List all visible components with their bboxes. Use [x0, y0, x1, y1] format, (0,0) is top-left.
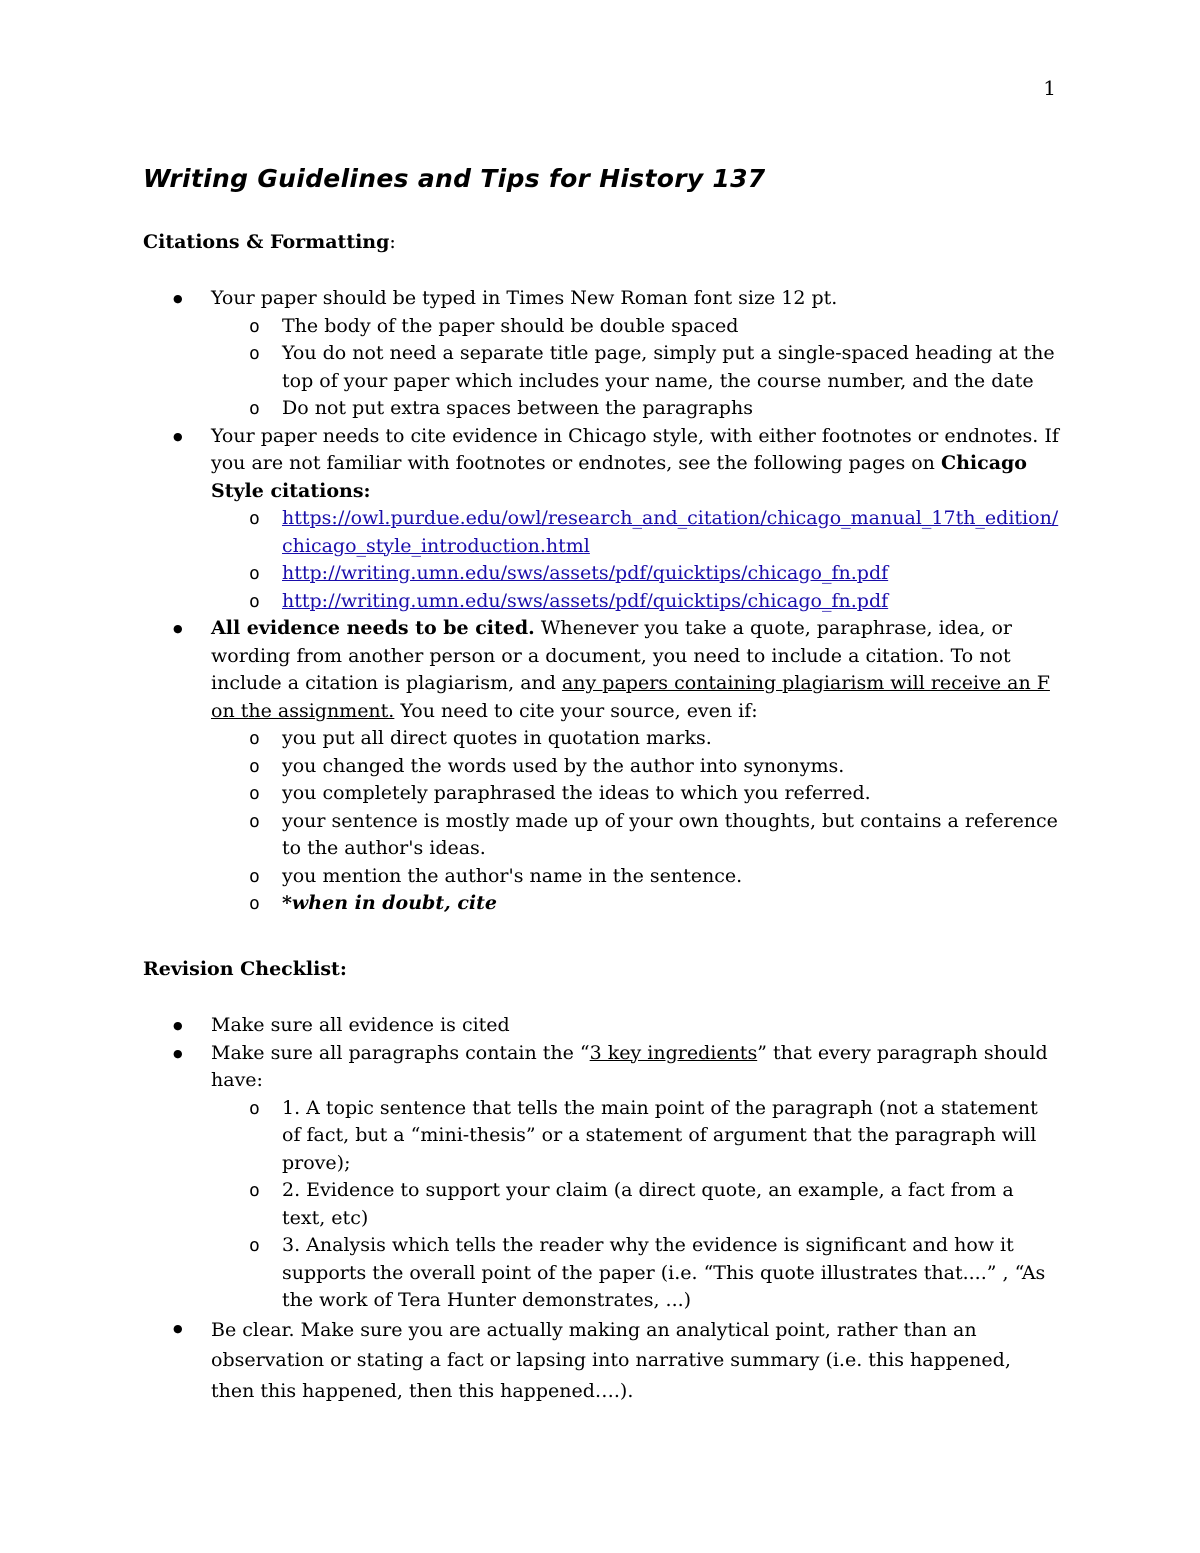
key-ingredients: 3 key ingredients [589, 1041, 758, 1064]
sub-item: o Do not put extra spaces between the paragraphs [0, 395, 1060, 423]
umn-quicktips-link[interactable]: http://writing.umn.edu/sws/assets/pdf/quicktips/chicago_fn.pdf [282, 562, 889, 584]
sub-item: o you mention the author's name in the sentence. [0, 863, 1060, 891]
cite-even-if-list [211, 725, 1060, 918]
bullet-text: Whenever you take a quote, paraphrase, idea, or wording from another person or a document, you need to include a citation. To not include a citation is plagiarism, and [211, 617, 1012, 694]
bullet-text: Your paper should be typed in Times New Roman font size 12 pt. [211, 287, 838, 309]
chicago-links-list [211, 505, 1060, 615]
revision-list [0, 1012, 1060, 1406]
revision-bullet-cited: ● Make sure all evidence is cited [0, 1012, 1060, 1040]
sub-item: o your sentence is mostly made up of your own thoughts, but contains a reference to the author's ideas. [0, 808, 1060, 863]
chicago-style-label: Chicago Style citations: [211, 452, 1027, 502]
sub-item [0, 505, 1060, 560]
revision-heading: Revision Checklist: [143, 958, 347, 980]
sub-item [0, 588, 1060, 616]
sub-item: o 1. A topic sentence that tells the main point of the paragraph (not a statement of fact, but a “mini-thesis” or a statement of argument that the paragraph will prove); [0, 1095, 1060, 1178]
citations-list [0, 285, 1060, 918]
citations-heading-colon: : [389, 231, 396, 253]
sub-item: o 2. Evidence to support your claim (a direct quote, an example, a fact from a text, etc) [0, 1177, 1060, 1232]
citations-bullet-evidence [0, 615, 1060, 918]
sub-item [0, 560, 1060, 588]
revision-bullet-clear: ● Be clear. Make sure you are actually making an analytical point, rather than an observation or stating a fact or lapsing into narrative summary (i.e. this happened, then this happened, then this happened….). [0, 1315, 1060, 1407]
bullet-text: Your paper needs to cite evidence in Chicago style, with either footnotes or endnotes. If you are not familiar with footnotes or endnotes, see the following pages on [211, 424, 1059, 474]
bullet-text: ” that every paragraph should have: [211, 1041, 1048, 1091]
plagiarism-warning: any papers containing plagiarism will receive an F on the assignment. [211, 672, 1050, 722]
bullet-text: You need to cite your source, even if: [394, 699, 758, 722]
citations-bullet-font [0, 285, 1060, 423]
citations-heading [143, 231, 396, 253]
bullet-text: Make sure all paragraphs contain the “ [211, 1041, 590, 1064]
sub-item: o you changed the words used by the author into synonyms. [0, 753, 1060, 781]
when-in-doubt-cite: *when in doubt, cite [282, 892, 497, 914]
sub-item: o The body of the paper should be double spaced [0, 313, 1060, 341]
sub-item [0, 890, 1060, 918]
page-number: 1 [1043, 76, 1056, 100]
sub-item: o You do not need a separate title page, simply put a single-spaced heading at the top of your paper which includes your name, the course number, and the date [0, 340, 1060, 395]
revision-bullet-ingredients [0, 1040, 1060, 1315]
umn-quicktips-link-2[interactable]: http://writing.umn.edu/sws/assets/pdf/quicktips/chicago_fn.pdf [282, 589, 889, 612]
purdue-owl-link[interactable]: https://owl.purdue.edu/owl/research_and_citation/chicago_manual_17th_edition/chicago_style_introduction.html [282, 507, 1059, 557]
sub-item: o 3. Analysis which tells the reader why the evidence is significant and how it supports the overall point of the paper (i.e. “This quote illustrates that....” , “As the work of Tera Hunter demonstrates, ...) [0, 1232, 1060, 1315]
citations-bullet-chicago [0, 423, 1060, 616]
sub-item: o you completely paraphrased the ideas to which you referred. [0, 780, 1060, 808]
sub-item: o you put all direct quotes in quotation marks. [0, 725, 1060, 753]
formatting-sublist [211, 313, 1060, 423]
ingredients-sublist [211, 1095, 1060, 1315]
evidence-bold-lead: All evidence needs to be cited. [211, 617, 535, 639]
document-title: Writing Guidelines and Tips for History 137 [143, 164, 766, 193]
citations-heading-text: Citations & Formatting [143, 231, 390, 253]
